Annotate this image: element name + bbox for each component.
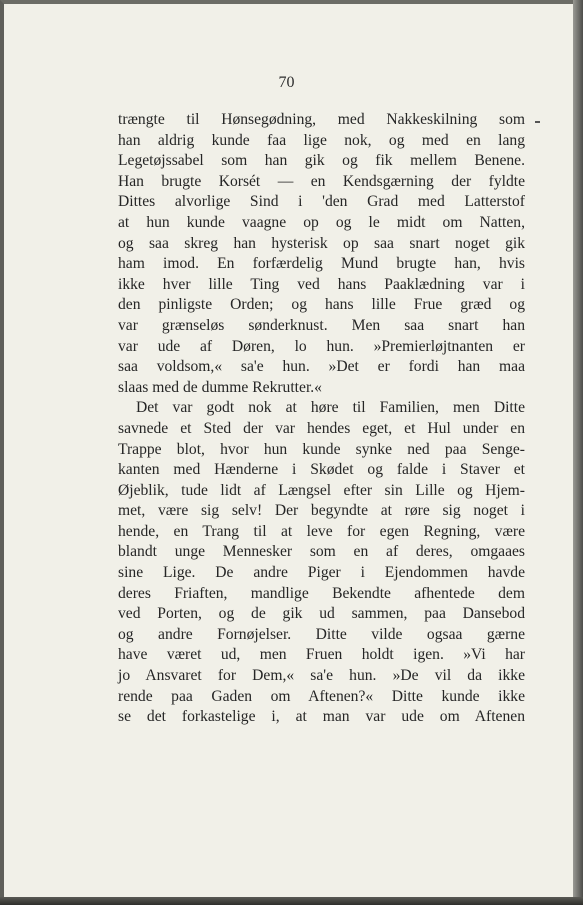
- text-line: kanten med Hænderne i Skødet og falde i Staver et: [118, 461, 525, 479]
- text-line: Øjeblik, tude lidt af Længsel efter sin Lille og Hjem-: [118, 481, 525, 499]
- text-line: at hun kunde vaagne op og le midt om Natten,: [118, 213, 525, 231]
- text-line: og saa skreg han hysterisk op saa snart noget gik: [118, 234, 525, 252]
- text-line: Dittes alvorlige Sind i 'den Grad med Latterstof: [118, 193, 525, 211]
- text-line: jo Ansvaret for Dem,« sa'e hun. »De vil da ikke: [118, 667, 525, 685]
- page-number: 70: [278, 74, 295, 91]
- text-line: deres Friaften, mandlige Bekendte afhentede dem: [118, 584, 525, 602]
- text-line: Det var godt nok at høre til Familien, men Ditte: [136, 399, 525, 417]
- text-line: Legetøjssabel som han gik og fik mellem Benene.: [118, 152, 525, 170]
- text-line: ikke hver lille Ting ved hans Paaklædning var i: [118, 275, 525, 293]
- text-line: rende paa Gaden om Aftenen?« Ditte kunde ikke: [118, 687, 525, 705]
- text-line: ved Porten, og de gik ud sammen, paa Dansebod: [118, 605, 525, 623]
- text-line: ham imod. En forfærdelig Mund brugte han, hvis: [118, 255, 525, 273]
- text-line: slaas med de dumme Rekrutter.«: [118, 378, 322, 396]
- margin-mark: [535, 121, 540, 123]
- text-line: saa voldsom,« sa'e hun. »Det er fordi han maa: [118, 358, 525, 376]
- text-line: var grænseløs sønderknust. Men saa snart han: [118, 316, 525, 334]
- text-line: den pinligste Orden; og hans lille Frue græd og: [118, 296, 525, 314]
- text-line: Trappe blot, hvor hun kunde synke ned paa Senge-: [118, 440, 525, 458]
- text-line: sine Lige. De andre Piger i Ejendommen havde: [118, 564, 525, 582]
- text-line: var ude af Døren, lo hun. »Premierløjtnanten er: [118, 337, 525, 355]
- text-line: blandt unge Mennesker som en af deres, omgaaes: [118, 543, 525, 561]
- text-line: hende, en Trang til at leve for egen Regning, være: [118, 522, 525, 540]
- body-text: [118, 110, 525, 728]
- page-edge-right: [573, 0, 583, 905]
- text-line: savnede et Sted der var hendes eget, et Hul under en: [118, 419, 525, 437]
- text-line: han aldrig kunde faa lige nok, og med en lang: [118, 131, 525, 149]
- text-line: og andre Fornøjelser. Ditte vilde ogsaa gærne: [118, 625, 525, 643]
- page-edge-bottom: [0, 897, 583, 905]
- text-line: Han brugte Korsét — en Kendsgærning der fyldte: [118, 172, 525, 190]
- text-line: met, være sig selv! Der begyndte at røre sig noget i: [118, 502, 525, 520]
- text-line: have været ud, men Fruen holdt igen. »Vi har: [118, 646, 525, 664]
- text-line: se det forkastelige i, at man var ude om Aftenen: [118, 708, 525, 726]
- text-line: trængte til Hønsegødning, med Nakkeskilning som: [118, 111, 525, 128]
